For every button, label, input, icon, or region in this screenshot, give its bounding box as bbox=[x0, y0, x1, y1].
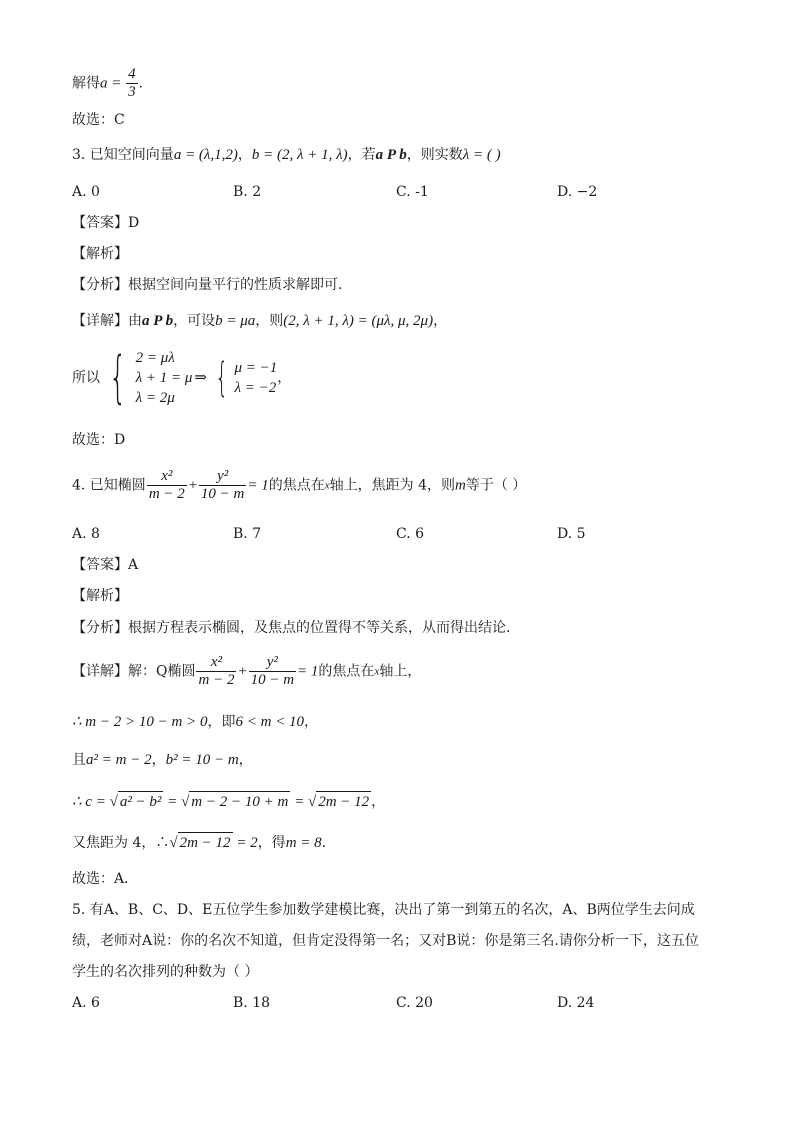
option-b: B. 18 bbox=[233, 995, 271, 1011]
option-d: D. 5 bbox=[557, 526, 586, 542]
brace-left: { bbox=[108, 345, 127, 410]
brace-right: { bbox=[215, 355, 229, 401]
vector-a: a = (λ,1,2) bbox=[173, 147, 238, 163]
fraction-x: $\frac{\text{x²}}{m - 2}$ bbox=[198, 654, 235, 688]
option-d: D. 24 bbox=[557, 995, 595, 1011]
question-3-stem: 3. 已知空间向量a = (λ,1,2)，b = (2, λ + 1, λ)，若a P b，则实数λ = ( ) bbox=[72, 147, 501, 163]
step-3: ∴ c = √ a² − b² = √ m − 2 − 10 + m = √ 2m − 12 ， bbox=[72, 791, 385, 812]
vector-b: b = (2, λ + 1, λ) bbox=[251, 147, 348, 163]
analysis-label: 【解析】 bbox=[72, 588, 128, 604]
step-1: ∴ m − 2 > 10 − m > 0，即6 < m < 10， bbox=[72, 714, 319, 730]
question-4-stem: 4. 已知椭圆 $\frac{\text{x²}}{m - 2}$ + $\frac{\text{y²}}{10 - m}$ = 1的焦点在x轴上，焦距为 4，则m等于（ ） bbox=[72, 468, 527, 502]
lambda-expr: λ = ( ) bbox=[462, 147, 501, 163]
option-b: B. 2 bbox=[233, 184, 262, 200]
option-c: C. -1 bbox=[396, 184, 429, 200]
option-c: C. 6 bbox=[396, 526, 425, 542]
question-5-line-2: 绩，老师对A说：你的名次不知道，但肯定没得第一名；又对B说：你是第三名.请你分析一下，这五位 bbox=[72, 933, 699, 949]
fraction-y: $\frac{\text{y²}}{10 - m}$ bbox=[250, 654, 295, 688]
option-a: A. 6 bbox=[72, 995, 100, 1011]
analysis-label: 【解析】 bbox=[72, 246, 128, 262]
option-c: C. 20 bbox=[396, 995, 433, 1011]
choose-line: 故选：C bbox=[72, 112, 125, 128]
fraction: $\frac{4}{3}$ bbox=[128, 66, 136, 100]
system-1: 2 = μλ λ + 1 = μ λ = 2μ bbox=[135, 350, 193, 406]
math-expr: a = bbox=[100, 75, 126, 92]
step-2: 且a² = m − 2，b² = 10 − m， bbox=[72, 752, 253, 768]
answer-label: 【答案】A bbox=[72, 557, 139, 573]
implies-arrow: ⇒ bbox=[194, 370, 207, 386]
question-5-line-1: 5. 有A、B、C、D、E五位学生参加数学建模比赛，决出了第一到第五的名次，A、B两位学生去问成 bbox=[72, 902, 695, 918]
fraction-x: $\frac{\text{x²}}{m - 2}$ bbox=[148, 468, 185, 502]
solution-result-line: 解得a = $\frac{4}{3}$ . bbox=[72, 66, 144, 100]
parallel-expr: a P b bbox=[375, 147, 407, 163]
step-4: 又焦距为 4，∴√ 2m − 12 = 2，得m = 8． bbox=[72, 832, 336, 853]
text: 解得 bbox=[72, 75, 100, 92]
detail-line: 【详解】解：Q椭圆 $\frac{\text{x²}}{m - 2}$ + $\frac{\text{y²}}{10 - m}$ = 1的焦点在x轴上， bbox=[72, 654, 422, 688]
option-d: D. −2 bbox=[557, 184, 598, 200]
choose-line-q4: 故选：A． bbox=[72, 871, 139, 887]
analysis-text: 【分析】根据方程表示椭圆，及焦点的位置得不等关系，从而得出结论． bbox=[72, 620, 520, 636]
detail-line: 【详解】由a P b，可设b = μa，则(2, λ + 1, λ) = (μλ, μ, 2μ)， bbox=[72, 313, 448, 329]
equation-system: 所以 { 2 = μλ λ + 1 = μ λ = 2μ ⇒ { μ = −1 λ = −2 ， bbox=[72, 345, 292, 410]
answer-label: 【答案】D bbox=[72, 215, 140, 231]
choose-line-q3: 故选：D bbox=[72, 432, 126, 448]
option-a: A. 0 bbox=[72, 184, 100, 200]
question-5-line-3: 学生的名次排列的种数为（ ） bbox=[72, 964, 259, 980]
analysis-text: 【分析】根据空间向量平行的性质求解即可. bbox=[72, 277, 343, 293]
system-2: μ = −1 λ = −2 bbox=[234, 360, 278, 396]
option-a: A. 8 bbox=[72, 526, 100, 542]
option-b: B. 7 bbox=[233, 526, 262, 542]
fraction-y: $\frac{\text{y²}}{10 - m}$ bbox=[200, 468, 245, 502]
